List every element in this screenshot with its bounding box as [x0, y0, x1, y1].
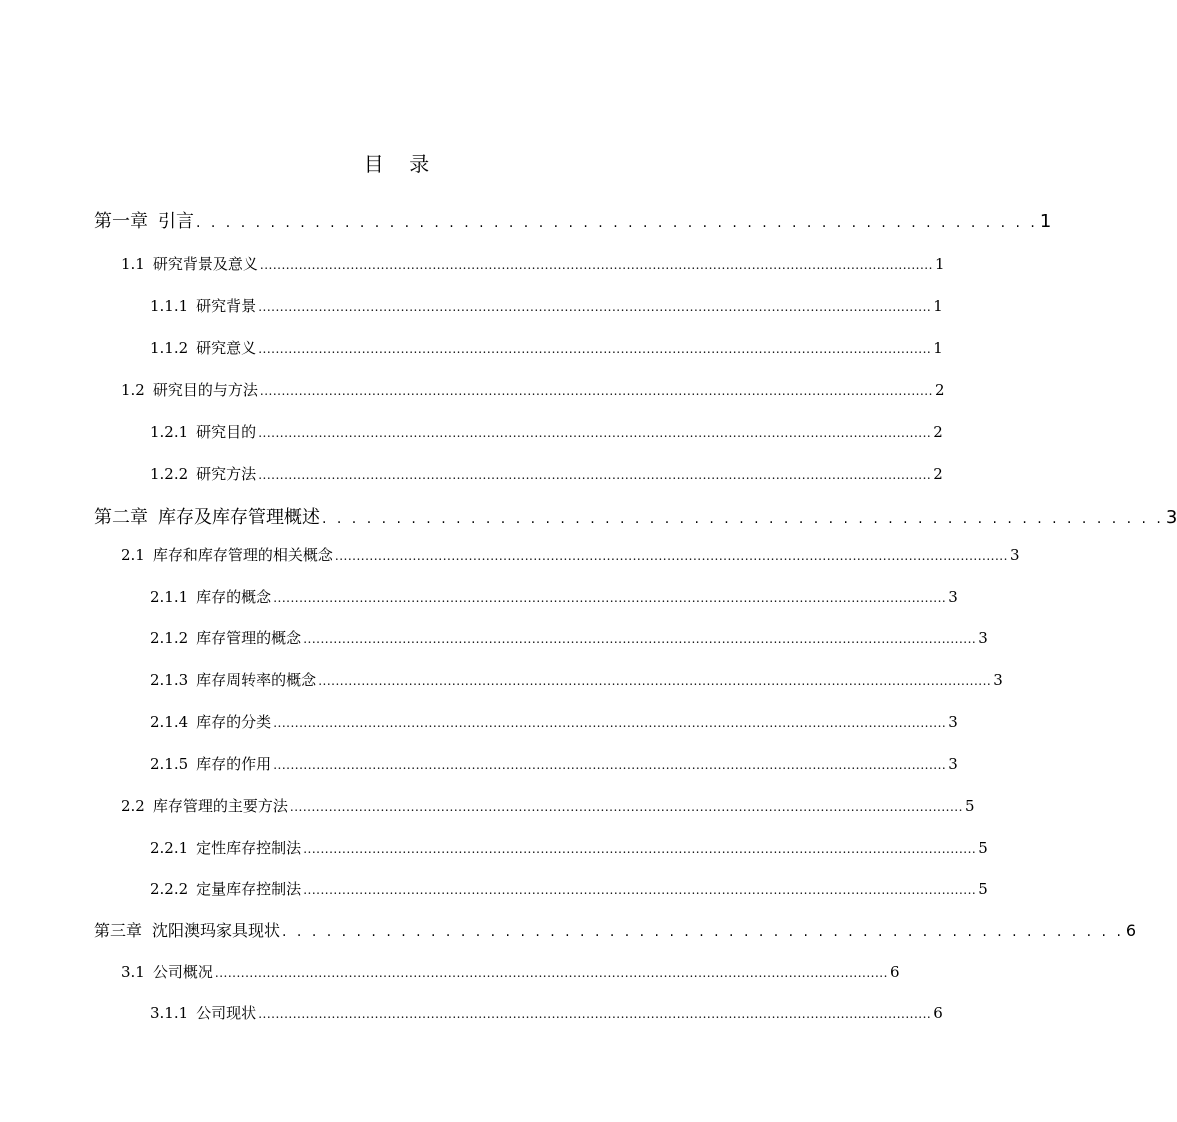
toc-entry-number: 2.1.1: [150, 588, 189, 606]
toc-entry-text: 库存周转率的概念: [196, 671, 317, 689]
toc-leader-dots: ............................................................................................................................................................: [318, 674, 992, 688]
toc-leader-dots: ............................................................................................................................................................: [258, 426, 932, 440]
toc-entry-text: 公司概况: [152, 963, 213, 981]
toc-entry-page: 5: [964, 797, 975, 815]
toc-leader-dots: ............................................................................................................................................................: [258, 1007, 932, 1021]
toc-entry-subsection[interactable]: [150, 295, 943, 321]
toc-entry-chapter[interactable]: [94, 207, 1052, 237]
toc-entry-number: 2.1.2: [150, 629, 189, 647]
toc-entry-page: 1: [1039, 211, 1052, 232]
toc-entry-page: 3: [993, 671, 1003, 689]
toc-entry-text: 库存的作用: [196, 755, 272, 773]
toc-leader-dots: ............................................................................................................................................................: [259, 384, 933, 398]
toc-entry-chapter[interactable]: [94, 918, 1137, 948]
toc-entry-text: 库存和库存管理的相关概念: [152, 546, 333, 564]
toc-entry-subsection[interactable]: [150, 753, 958, 779]
toc-entry-text: 研究背景: [196, 297, 257, 315]
toc-leader-dots: . . . . . . . . . . . . . . . . . . . . . . . . . . . . . . . . . . . . . . . . . . . . . . . . . . . . . . . . .: [322, 511, 1164, 527]
toc-entry-text: 库存的分类: [196, 713, 272, 731]
toc-leader-dots: ............................................................................................................................................................: [273, 716, 947, 730]
toc-entry-page: 6: [889, 963, 900, 981]
toc-entry-subsection[interactable]: [150, 711, 958, 737]
toc-entry-number: 第二章: [94, 507, 148, 528]
toc-entry-subsection[interactable]: [150, 1002, 943, 1028]
toc-entry-page: 2: [933, 465, 943, 483]
toc-entry-section[interactable]: [121, 253, 945, 279]
toc-entry-number: 1.2.1: [150, 423, 189, 441]
toc-entry-page: 5: [978, 839, 988, 857]
toc-entry-number: 1.1.2: [150, 339, 189, 357]
toc-entry-number: 1.1.1: [150, 297, 189, 315]
toc-entry-section[interactable]: [121, 379, 945, 405]
toc-entry-subsection[interactable]: [150, 337, 943, 363]
toc-entry-text: 研究背景及意义: [152, 255, 258, 273]
toc-leader-dots: ............................................................................................................................................................: [259, 258, 933, 272]
toc-entry-text: 定性库存控制法: [196, 839, 302, 857]
toc-entry-page: 6: [1125, 921, 1137, 940]
toc-entry-number: 2.1.5: [150, 755, 189, 773]
toc-entry-subsection[interactable]: [150, 586, 958, 612]
toc-entry-text: 定量库存控制法: [196, 880, 302, 898]
toc-entry-page: 3: [948, 588, 958, 606]
toc-entry-text: 库存管理的主要方法: [152, 797, 288, 815]
toc-entry-text: 库存的概念: [196, 588, 272, 606]
toc-entry-section[interactable]: [121, 544, 1020, 570]
toc-entry-subsection[interactable]: [150, 837, 988, 863]
toc-leader-dots: ............................................................................................................................................................: [303, 632, 977, 646]
toc-leader-dots: ............................................................................................................................................................: [303, 883, 977, 897]
toc-entry-section[interactable]: [121, 961, 900, 987]
toc-entry-text: 库存管理的概念: [196, 629, 302, 647]
toc-leader-dots: ............................................................................................................................................................: [334, 549, 1008, 563]
toc-entry-page: 5: [978, 880, 988, 898]
toc-leader-dots: . . . . . . . . . . . . . . . . . . . . . . . . . . . . . . . . . . . . . . . . . . . . . . . . . . . . . . . . .: [282, 924, 1124, 940]
toc-entry-number: 2.2: [121, 797, 145, 815]
toc-entry-text: 公司现状: [196, 1004, 257, 1022]
toc-entry-text: 研究目的: [196, 423, 257, 441]
toc-entry-text: 沈阳澳玛家具现状: [152, 921, 281, 940]
toc-leader-dots: ............................................................................................................................................................: [273, 758, 947, 772]
toc-entry-page: 3: [1165, 507, 1177, 528]
toc-entry-number: 3.1.1: [150, 1004, 189, 1022]
toc-entry-page: 2: [933, 423, 943, 441]
toc-entry-text: 研究目的与方法: [152, 381, 258, 399]
toc-entry-number: 3.1: [121, 963, 145, 981]
toc-entry-subsection[interactable]: [150, 669, 1003, 695]
toc-entry-number: 第三章: [94, 921, 143, 940]
toc-entry-number: 2.1.3: [150, 671, 189, 689]
toc-entry-page: 2: [934, 381, 945, 399]
toc-entry-subsection[interactable]: [150, 463, 943, 489]
toc-entry-page: 3: [948, 755, 958, 773]
toc-leader-dots: ............................................................................................................................................................: [258, 468, 932, 482]
toc-entry-text: 库存及库存管理概述: [158, 507, 320, 528]
toc-entry-subsection[interactable]: [150, 627, 988, 653]
toc-entry-subsection[interactable]: [150, 421, 943, 447]
toc-entry-page: 3: [978, 629, 988, 647]
toc-entry-page: 1: [933, 297, 943, 315]
toc-entry-number: 第一章: [94, 211, 148, 232]
toc-entry-number: 1.2: [121, 381, 145, 399]
toc-entry-number: 2.1.4: [150, 713, 189, 731]
toc-entry-page: 6: [933, 1004, 943, 1022]
toc-leader-dots: . . . . . . . . . . . . . . . . . . . . . . . . . . . . . . . . . . . . . . . . . . . . . . . . . . . . . . . . .: [196, 215, 1038, 231]
toc-entry-text: 研究意义: [196, 339, 257, 357]
toc-title: 目 录: [363, 152, 430, 176]
toc-leader-dots: ............................................................................................................................................................: [273, 591, 947, 605]
toc-entry-chapter[interactable]: [94, 503, 1177, 533]
toc-entry-number: 1.1: [121, 255, 145, 273]
toc-entry-number: 1.2.2: [150, 465, 189, 483]
toc-entry-subsection[interactable]: [150, 878, 988, 904]
toc-entry-text: 引言: [158, 211, 194, 232]
toc-leader-dots: ............................................................................................................................................................: [258, 342, 932, 356]
toc-entry-page: 3: [948, 713, 958, 731]
toc-leader-dots: ............................................................................................................................................................: [303, 842, 977, 856]
toc-leader-dots: ............................................................................................................................................................: [258, 300, 932, 314]
toc-entry-number: 2.2.1: [150, 839, 189, 857]
toc-entry-page: 1: [934, 255, 945, 273]
toc-entry-page: 1: [933, 339, 943, 357]
toc-entry-number: 2.1: [121, 546, 145, 564]
toc-entry-number: 2.2.2: [150, 880, 189, 898]
toc-leader-dots: ............................................................................................................................................................: [214, 966, 888, 980]
toc-entry-text: 研究方法: [196, 465, 257, 483]
toc-leader-dots: ............................................................................................................................................................: [289, 800, 963, 814]
toc-entry-section[interactable]: [121, 795, 975, 821]
toc-entry-page: 3: [1009, 546, 1020, 564]
